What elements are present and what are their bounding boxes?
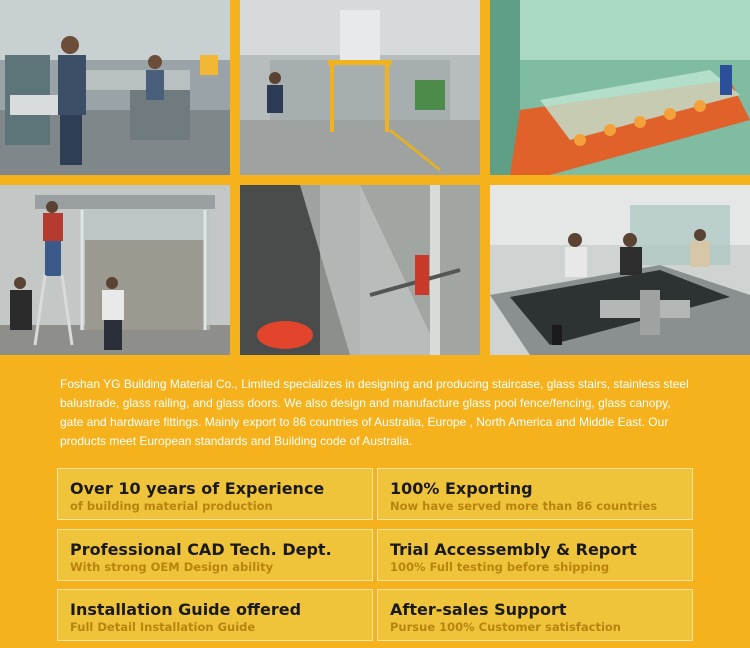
feature-after-sales [377, 589, 693, 641]
company-intro: Foshan YG Building Material Co., Limited specializes in designing and producing staircase, glass stairs, stainless steel balustrade, glass railing, and glass doors. We also design and manufacture glass pool fence/fencing, glass canopy, gate and hardware fittings. Mainly export to 86 countries of Australia, Europe , North America and Middle East. Our products meet European standards and Building code of Australia. [60, 377, 689, 448]
feature-title: Professional CAD Tech. Dept. [70, 540, 332, 559]
feature-subtitle: Full Detail Installation Guide [70, 620, 256, 634]
feature-subtitle: of building material production [70, 499, 273, 513]
feature-title: 100% Exporting [390, 479, 533, 498]
feature-title: Trial Accessembly & Report [390, 540, 637, 559]
tempering-furnace-photo [490, 0, 750, 175]
feature-installation-guide [57, 589, 373, 641]
feature-title: Installation Guide offered [70, 600, 302, 619]
feature-cad-dept [57, 529, 373, 581]
feature-subtitle: 100% Full testing before shipping [390, 560, 610, 574]
glass-washing-machine-photo [240, 0, 480, 175]
feature-subtitle: Now have served more than 86 countries [390, 499, 658, 513]
feature-exporting [377, 468, 693, 520]
feature-experience [57, 468, 373, 520]
glass-door-installation-photo [0, 185, 230, 355]
feature-subtitle: Pursue 100% Customer satisfaction [390, 620, 621, 634]
glass-cutting-table-photo [490, 185, 750, 355]
feature-title: Over 10 years of Experience [70, 479, 325, 498]
feature-trial-assembly [377, 529, 693, 581]
feature-title: After-sales Support [390, 600, 567, 619]
glass-edging-workshop-photo [0, 0, 230, 175]
feature-subtitle: With strong OEM Design ability [70, 560, 274, 574]
glass-door-detail-photo [240, 185, 480, 355]
